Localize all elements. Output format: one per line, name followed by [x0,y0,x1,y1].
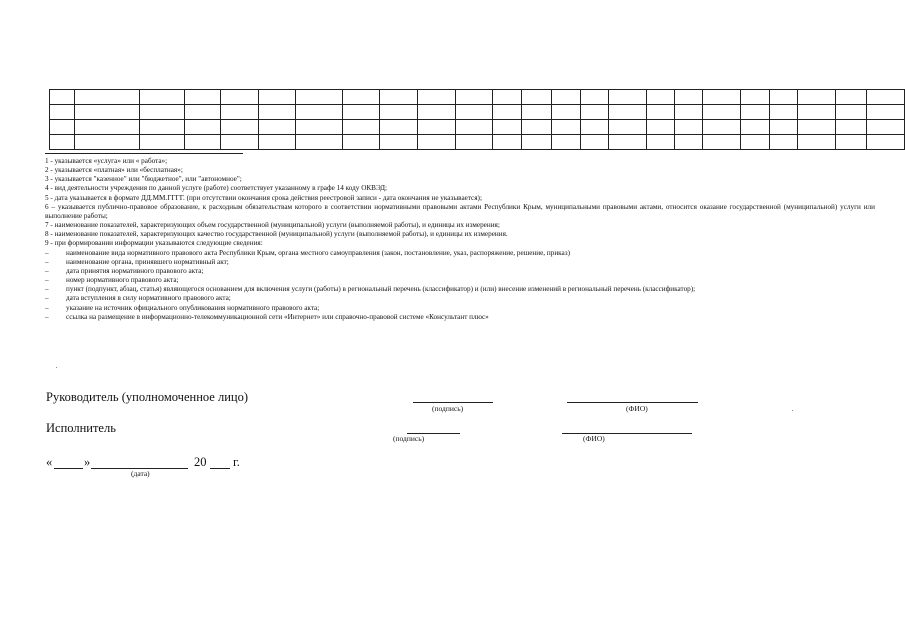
table-cell [522,135,552,150]
table-cell [741,90,770,105]
executor-name-caption: (ФИО) [583,434,605,443]
table-cell [493,90,522,105]
table-cell [675,90,703,105]
table-cell [647,120,675,135]
footnote-9-item-text: указание на источник официального опубликования нормативного правового акта; [66,303,320,312]
table-cell [770,105,798,120]
table-cell [552,120,581,135]
table-cell [675,120,703,135]
table-cell [741,135,770,150]
head-label: Руководитель (уполномоченное лицо) [46,390,249,404]
table-cell [836,90,867,105]
table-cell [296,120,343,135]
dash-mark: – [45,266,49,275]
scan-speck [56,367,57,368]
table-cell [552,135,581,150]
table-cell [343,120,380,135]
footnote-6: 6 – указывается публично-правовое образование, к расходным обязательствам которого в соответствии нормативными правовыми актами Республики Крым, муниципальными правовыми актами, относится оказание государственной (муниципальной) услуги или выполнение работы; [45,202,875,220]
date-year-suffix: г. [233,455,240,469]
table-cell [456,105,493,120]
table-cell [703,90,741,105]
table-cell [296,90,343,105]
table-cell [703,135,741,150]
table-cell [221,105,259,120]
date-open-quote: « [46,455,53,469]
table-cell [259,120,296,135]
table-cell [552,90,581,105]
dash-mark: – [45,276,49,285]
footnote-4: 4 - вид деятельности учреждения по данной услуге (работе) соответствует указанному в графе 14 коду ОКВЭД; [45,184,388,193]
table-cell [581,120,609,135]
table-cell [380,135,418,150]
table-cell [140,135,185,150]
table-cell [221,90,259,105]
table-cell [343,135,380,150]
table-cell [798,135,836,150]
footnote-9-item-text: наименование органа, принявшего нормативный акт; [66,257,229,266]
table-cell [259,90,296,105]
table-row [50,135,905,150]
table-cell [522,90,552,105]
footnote-9-item-text: номер нормативного правового акта; [66,276,179,285]
table-cell [581,135,609,150]
table-cell [50,105,75,120]
dash-mark: – [45,248,49,257]
date-close-quote: » [84,455,91,469]
table-cell [798,105,836,120]
table-cell [343,90,380,105]
table-cell [50,135,75,150]
footnote-9-item [45,313,875,322]
footnote-9: 9 - при формировании информации указываются следующие сведения: [45,239,263,248]
table-cell [140,120,185,135]
table-cell [703,105,741,120]
table-cell [522,105,552,120]
table-cell [140,90,185,105]
head-name-caption: (ФИО) [626,404,648,413]
table-cell [456,120,493,135]
table-cell [609,90,647,105]
table-cell [380,90,418,105]
dash-mark: – [45,285,49,294]
table-cell [296,135,343,150]
table-cell [675,105,703,120]
footnote-3: 3 - указывается "казенное" или "бюджетное", или "автономное"; [45,175,242,184]
footnote-9-item [45,285,875,294]
dash-mark: – [45,303,49,312]
table-row [50,120,905,135]
table-cell [75,90,140,105]
footnote-5: 5 - дата указывается в формате ДД.ММ.ГГГГ. (при отсутствии окончания срока действия реестровой записи - дата окончания не указывается); [45,193,482,202]
table-cell [770,135,798,150]
footnote-1: 1 - указывается «услуга» или « работа»; [45,157,168,165]
table-cell [50,90,75,105]
table-cell [185,105,221,120]
table-cell [259,135,296,150]
table-cell [75,135,140,150]
dash-mark: – [45,312,49,321]
table-cell [75,105,140,120]
executor-signature-caption: (подпись) [393,434,425,443]
table-cell [185,90,221,105]
table-cell [221,135,259,150]
table-cell [552,105,581,120]
table-cell [647,90,675,105]
footnote-2: 2 - указывается «платная» или «бесплатная»; [45,166,183,175]
table-cell [867,105,905,120]
date-year-prefix: 20 [194,455,207,469]
dash-mark: – [45,294,49,303]
table-cell [456,135,493,150]
table-cell [418,90,456,105]
footnote-9-item [45,294,875,303]
table-cell [418,135,456,150]
table-cell [493,135,522,150]
table-cell [647,105,675,120]
footnote-9-item [45,304,875,313]
table-cell [185,135,221,150]
head-name-line[interactable] [567,402,698,403]
executor-name-line[interactable] [562,433,692,434]
table-cell [798,120,836,135]
executor-label: Исполнитель [46,421,116,435]
table-cell [741,120,770,135]
table-cell [522,120,552,135]
footnote-9-item [45,267,875,276]
footnotes [45,153,875,322]
table-cell [456,90,493,105]
table-cell [296,105,343,120]
table-cell [259,105,296,120]
footnote-9-item-text: дата принятия нормативного правового акта; [66,266,204,275]
table-cell [493,105,522,120]
table-cell [836,135,867,150]
head-signature-caption: (подпись) [432,404,464,413]
table-row [50,105,905,120]
table-cell [741,105,770,120]
table-cell [581,90,609,105]
footnote-9-item-text: наименование вида нормативного правового акта Республики Крым, органа местного самоуправления (закон, постановление, указ, распоряжение, решение, приказ) [66,248,570,257]
table-cell [770,120,798,135]
date-caption: (дата) [131,469,150,478]
data-table [49,89,905,150]
table-cell [75,120,140,135]
table-cell [647,135,675,150]
footnote-9-item [45,249,875,258]
table-cell [50,120,75,135]
footnote-9-item-text: ссылка на размещение в информационно-телекоммуникационной сети «Интернет» или справочно-правовой системе «Консультант плюс» [66,312,489,321]
date-day-line[interactable] [54,468,83,469]
table-cell [140,105,185,120]
scan-speck [792,410,793,411]
date-year-line[interactable] [210,468,230,469]
table-cell [867,120,905,135]
table-cell [609,120,647,135]
table-cell [770,90,798,105]
table-cell [867,90,905,105]
table-cell [418,105,456,120]
head-signature-line[interactable] [413,402,493,403]
footnote-7: 7 - наименование показателей, характеризующих объем государственной (муниципальной) услуги (выполняемой работы), и единицы их измерения; [45,221,500,230]
table-cell [867,135,905,150]
footnote-9-item-text: пункт (подпункт, абзац, статья) являющегося основанием для включения услуги (работы) в региональный перечень (классификатор) и (или) внесение изменений в региональный перечень (классификатор); [66,285,696,294]
table-cell [221,120,259,135]
table-cell [343,105,380,120]
table-cell [418,120,456,135]
footnote-8: 8 - наименование показателей, характеризующих качество государственной (муниципальной) услуги (выполняемой работы), и единицы их измерения. [45,230,508,239]
table-cell [493,120,522,135]
footnote-9-item-text: дата вступления в силу нормативного правового акта; [66,294,231,303]
table-row [50,90,905,105]
footnote-9-item [45,276,875,285]
table-cell [703,120,741,135]
table-cell [185,120,221,135]
footnote-9-item [45,258,875,267]
table-cell [675,135,703,150]
table-cell [798,90,836,105]
table-cell [380,120,418,135]
table-cell [380,105,418,120]
table-cell [836,120,867,135]
table-cell [609,105,647,120]
table-cell [581,105,609,120]
dash-mark: – [45,257,49,266]
table-cell [609,135,647,150]
table-cell [836,105,867,120]
